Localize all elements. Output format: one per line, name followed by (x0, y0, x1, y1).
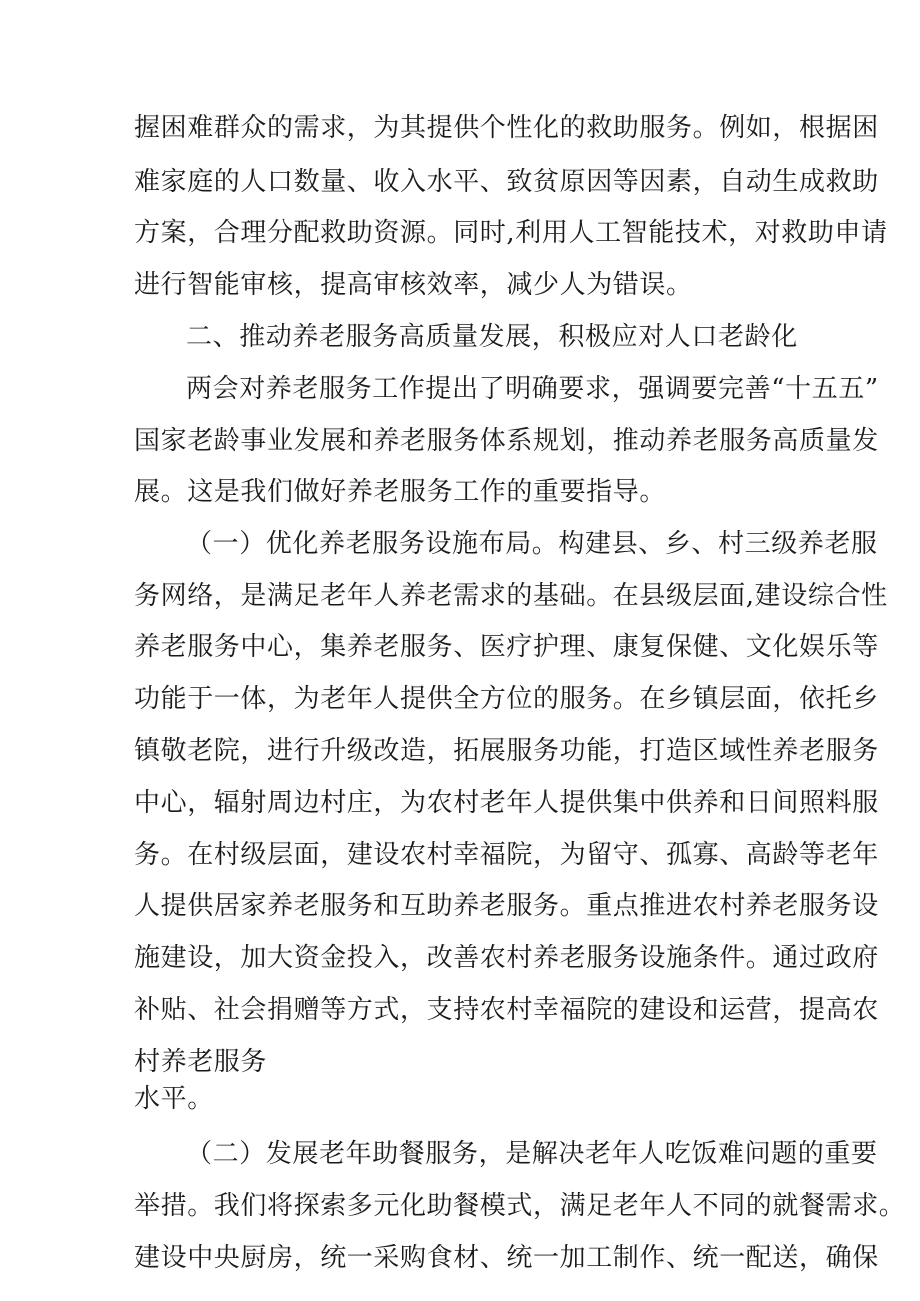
text-line: 补贴、社会捐赠等方式，支持农村幸福院的建设和运营，提高农 (134, 995, 879, 1025)
text-line: 展。这是我们做好养老服务工作的重要指导。 (134, 477, 667, 507)
subsection-line: （二）发展老年助餐服务，是解决老年人吃饭难问题的重要 (186, 1139, 878, 1169)
text-line: 举措。我们将探索多元化助餐模式，满足老年人不同的就餐需求。 (134, 1191, 906, 1221)
subsection-line: （一）优化养老服务设施布局。构建县、乡、村三级养老服 (186, 529, 878, 559)
text-line: 功能于一体，为老年人提供全方位的服务。在乡镇层面，依托乡 (134, 684, 879, 714)
text-line: 进行智能审核，提高审核效率，减少人为错误。 (134, 270, 693, 300)
text-line: 中心，辐射周边村庄，为农村老年人提供集中供养和日间照料服 (134, 788, 879, 818)
text-line: 难家庭的人口数量、收入水平、致贫原因等因素，自动生成救助 (134, 167, 879, 197)
text-line: 人提供居家养老服务和互助养老服务。重点推进农村养老服务设 (134, 891, 879, 921)
text-line: 务。在村级层面，建设农村幸福院，为留守、孤寡、高龄等老年 (134, 840, 879, 870)
text-line: 国家老龄事业发展和养老服务体系规划，推动养老服务高质量发 (134, 426, 879, 456)
text-line: 镇敬老院，进行升级改造，拓展服务功能，打造区域性养老服务 (134, 736, 879, 766)
text-line: 建设中央厨房，统一采购食材、统一加工制作、统一配送，确保 (134, 1243, 879, 1273)
text-line: 两会对养老服务工作提出了明确要求，强调要完善“十五五” (186, 374, 879, 404)
text-line: 务网络，是满足老年人养老需求的基础。在县级层面,建设综合性 (134, 581, 888, 611)
section-heading: 二、推动养老服务高质量发展，积极应对人口老龄化 (186, 322, 798, 352)
text-line: 村养老服务 (134, 1047, 268, 1077)
text-line: 握困难群众的需求，为其提供个性化的救助服务。例如，根据困 (134, 113, 879, 143)
text-line: 方案，合理分配救助资源。同时,利用人工智能技术，对救助申请 (134, 218, 888, 248)
text-line: 施建设，加大资金投入，改善农村养老服务设施条件。通过政府 (134, 943, 879, 973)
text-line: 水平。 (134, 1084, 214, 1114)
text-line: 养老服务中心，集养老服务、医疗护理、康复保健、文化娱乐等 (134, 632, 879, 662)
